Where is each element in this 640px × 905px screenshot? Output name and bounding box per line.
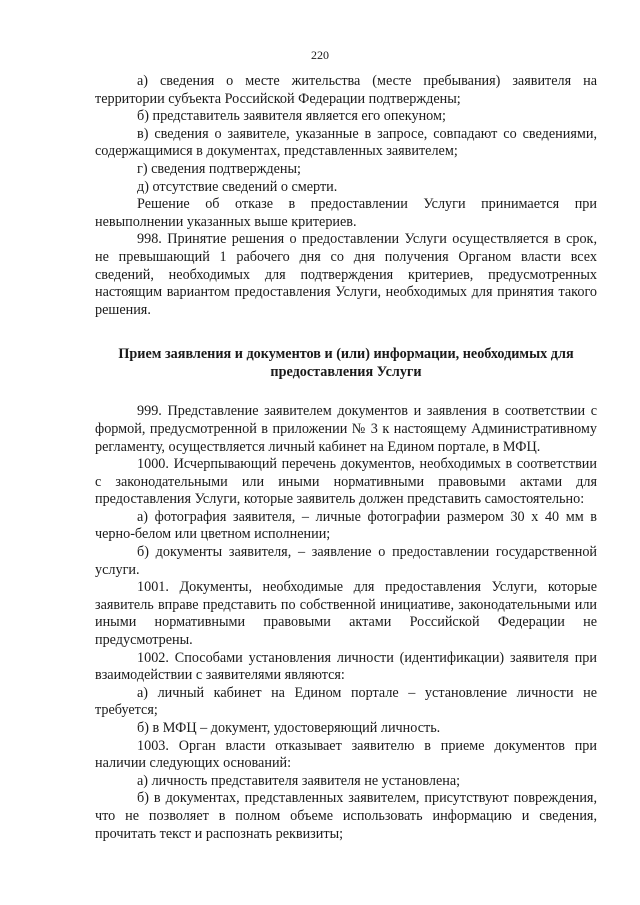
- document-body: [95, 73, 597, 843]
- paragraph: 1001. Документы, необходимые для предоставления Услуги, которые заявитель вправе представить по собственной инициативе, законодательными или иными нормативными правовыми актами Российской Федерации не предусмотрены.: [95, 579, 597, 649]
- paragraph: а) личный кабинет на Едином портале – установление личности не требуется;: [95, 684, 597, 719]
- paragraph: б) представитель заявителя является его опекуном;: [137, 108, 446, 125]
- paragraph: б) документы заявителя, – заявление о предоставлении государственной услуги.: [95, 544, 597, 578]
- paragraph: 1000. Исчерпывающий перечень документов, необходимых в соответствии с законодательными или иными нормативными правовыми актами для предоставления Услуги, которые заявитель должен представить самостоятельно:: [95, 456, 597, 508]
- paragraph: Решение об отказе в предоставлении Услуги принимается при невыполнении указанных выше критериев.: [95, 196, 597, 230]
- paragraph: г) сведения подтверждены;: [137, 160, 301, 177]
- paragraph: 999. Представление заявителем документов и заявления в соответствии с формой, предусмотренной в приложении № 3 к настоящему Административному регламенту, осуществляется личный кабинет на Едином портале, в МФЦ.: [95, 403, 597, 455]
- paragraph: д) отсутствие сведений о смерти.: [137, 178, 338, 195]
- paragraph: 1002. Способами установления личности (идентификации) заявителя при взаимодействии с заявителями являются:: [95, 649, 597, 684]
- paragraph: а) личность представителя заявителя не установлена;: [137, 772, 461, 789]
- paragraph: в) сведения о заявителе, указанные в запросе, совпадают со сведениями, содержащимися в документах, представленных заявителем;: [95, 125, 597, 160]
- section-heading: Прием заявления и документов и (или) информации, необходимых для предоставления Услуги: [118, 346, 574, 381]
- paragraph: а) сведения о месте жительства (месте пребывания) заявителя на территории субъекта Российской Федерации подтверждены;: [95, 73, 597, 107]
- page-number: 220: [311, 48, 329, 62]
- paragraph: б) в документах, представленных заявителем, присутствуют повреждения, что не позволяет в полном объеме использовать информацию и сведения, прочитать текст и распознать реквизиты;: [95, 790, 597, 842]
- paragraph: б) в МФЦ – документ, удостоверяющий личность.: [137, 720, 441, 736]
- paragraph: 1003. Орган власти отказывает заявителю в приеме документов при наличии следующих оснований:: [95, 737, 597, 772]
- paragraph: 998. Принятие решения о предоставлении Услуги осуществляется в срок, не превышающий 1 рабочего дня со дня получения Органом власти всех сведений, необходимых для подтверждения критериев, предусмотренных настоящим вариантом предоставления Услуги, необходимых для принятия такого решения.: [95, 231, 597, 318]
- paragraph: а) фотография заявителя, – личные фотографии размером 30 х 40 мм в черно-белом или цветном исполнении;: [95, 508, 597, 543]
